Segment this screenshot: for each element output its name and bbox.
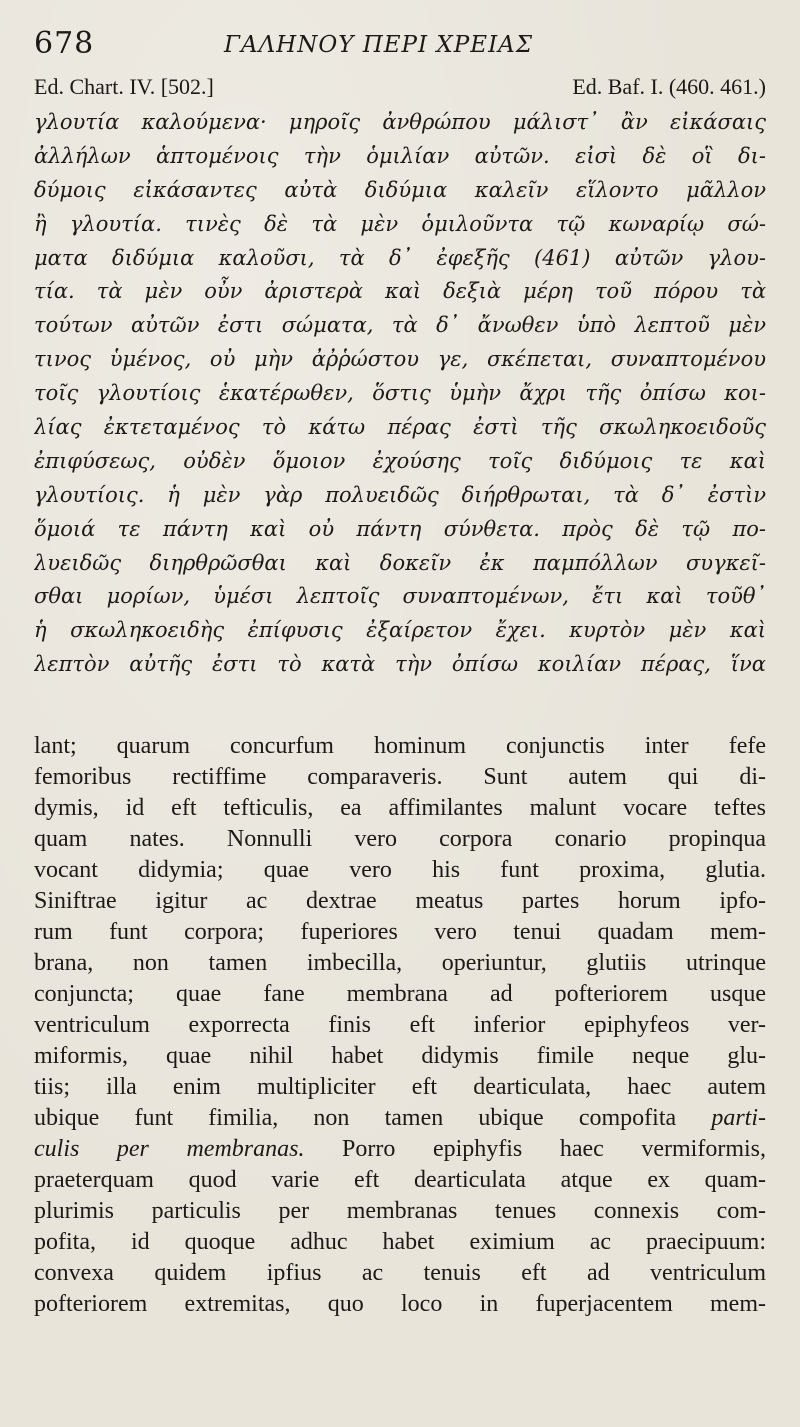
greek-line: ἀλλήλων ἁπτομένοις τὴν ὁμιλίαν αὐτῶν. εἰσὶ δὲ οἳ δι- [34,143,766,168]
latin-line: convexa quidem ipfius ac tenuis eft ad ventriculum [34,1260,766,1286]
greek-line: ματα διδύμια καλοῦσι, τὰ δ᾽ ἐφεξῆς (461) αὐτῶν γλου- [34,245,766,270]
latin-line-text: Porro epiphyfis haec vermiformis, [342,1136,766,1162]
latin-line: dymis, id eft tefticulis, ea affimilantes malunt vocare teftes [34,795,766,821]
latin-line-with-italic [34,1134,766,1165]
latin-line: pofita, id quoque adhuc habet eximium ac praecipuum: [34,1229,766,1255]
edition-references [34,70,766,104]
greek-line: ὅμοιά τε πάντη καὶ οὐ πάντη σύνθετα. πρὸς δὲ τῷ πο- [34,516,766,541]
latin-line: femoribus rectiffime comparaveris. Sunt autem qui di- [34,764,766,790]
greek-line: λεπτὸν αὐτῆς ἐστι τὸ κατὰ τὴν ὀπίσω κοιλίαν πέρας, ἵνα [34,652,766,677]
edition-chartier: Ed. Chart. IV. [502.] [34,74,214,99]
greek-line: ἐπιφύσεως, οὐδὲν ὅμοιον ἐχούσης τοῖς διδύμοις τε καὶ [34,448,766,473]
latin-line-text: ubique funt fimilia, non tamen ubique compofita [34,1105,677,1131]
latin-line: lant; quarum concurfum hominum conjunctis inter fefe [34,733,766,759]
greek-line: τία. τὰ μὲν οὖν ἀριστερὰ καὶ δεξιὰ μέρη τοῦ πόρου τὰ [34,279,766,304]
greek-line: γλουτία καλούμενα· μηροῖς ἀνθρώπου μάλιστ᾽ ἂν εἰκάσαις [34,110,766,134]
greek-line: δύμοις εἰκάσαντες αὐτὰ διδύμια καλεῖν εἵλοντο μᾶλλον [34,177,766,202]
latin-italic-fragment: parti- [711,1105,766,1131]
latin-line: plurimis particulis per membranas tenues connexis com- [34,1198,766,1224]
running-title: ΓΑΛΗΝΟΥ ΠΕΡΙ ΧΡΕΙΑΣ [224,32,534,58]
latin-line: rum funt corpora; fuperiores vero tenui quadam mem- [34,919,766,945]
greek-line: τούτων αὐτῶν ἐστι σώματα, τὰ δ᾽ ἄνωθεν ὑπὸ λεπτοῦ μὲν [34,313,766,338]
greek-line: σθαι μορίων, ὑμέσι λεπτοῖς συναπτομένων, ἔτι καὶ τοῦθ᾽ [34,584,766,609]
greek-text-block [34,106,766,682]
latin-line: praeterquam quod varie eft dearticulata atque ex quam- [34,1167,766,1193]
latin-text-block [34,731,766,1320]
greek-line: λίας ἐκτεταμένος τὸ κάτω πέρας ἐστὶ τῆς σκωληκοειδοῦς [34,415,766,440]
latin-line: vocant didymia; quae vero his funt proxima, glutia. [34,857,766,883]
greek-line: λυειδῶς διηρθρῶσθαι καὶ δοκεῖν ἐκ παμπόλλων συγκεῖ- [34,550,766,575]
greek-line: ἢ γλουτία. τινὲς δὲ τὰ μὲν ὁμιλοῦντα τῷ κωναρίῳ σώ- [34,211,766,236]
latin-line: brana, non tamen imbecilla, operiuntur, glutiis utrinque [34,950,766,976]
latin-line: miformis, quae nihil habet didymis fimile neque glu- [34,1043,766,1069]
greek-line: τινος ὑμένος, οὐ μὴν ἀῤῥώστου γε, σκέπεται, συναπτομένου [34,347,766,372]
latin-line: ventriculum exporrecta finis eft inferior epiphyfeos ver- [34,1012,766,1038]
latin-line: tiis; illa enim multipliciter eft dearticulata, haec autem [34,1074,766,1100]
latin-line: quam nates. Nonnulli vero corpora conario propinqua [34,826,766,852]
latin-line: Siniftrae igitur ac dextrae meatus partes horum ipfo- [34,888,766,914]
latin-italic-fragment: culis per membranas. [34,1136,305,1162]
edition-basel: Ed. Baf. I. (460. 461.) [572,74,766,99]
latin-line: pofteriorem extremitas, quo loco in fuperjacentem mem- [34,1291,766,1317]
greek-line: γλουτίοις. ἡ μὲν γὰρ πολυειδῶς διήρθρωται, τὰ δ᾽ ἐστὶν [34,482,766,507]
greek-line: ἡ σκωληκοειδὴς ἐπίφυσις ἐξαίρετον ἔχει. κυρτὸν μὲν καὶ [34,618,766,643]
page-number: 678 [34,26,95,61]
latin-line-with-italic [34,1103,766,1134]
latin-line: conjuncta; quae fane membrana ad pofteriorem usque [34,981,766,1007]
greek-line: τοῖς γλουτίοις ἑκατέρωθεν, ὅστις ὑμὴν ἄχρι τῆς ὀπίσω κοι- [34,381,766,406]
page-header [34,22,772,66]
